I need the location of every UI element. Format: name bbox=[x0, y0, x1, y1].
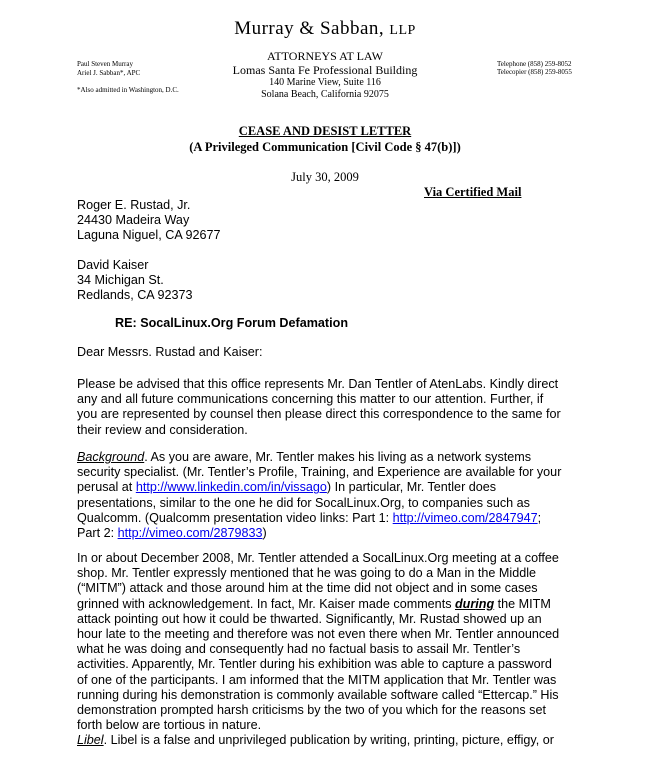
address-line: Redlands, CA 92373 bbox=[77, 288, 193, 303]
paragraph-line: you are represented by counsel then please direct this correspondence to the same for bbox=[77, 407, 561, 422]
paragraph-line: demonstration prompted harsh criticisms by the two of you which for the reasons set bbox=[77, 703, 546, 718]
background-label: Background bbox=[77, 450, 145, 464]
letter-title bbox=[0, 123, 650, 155]
attorney-name-2: Ariel J. Sabban*, APC bbox=[77, 69, 141, 77]
address-line: Roger E. Rustad, Jr. bbox=[77, 198, 191, 212]
paragraph-line: grinned with acknowledgement. In fact, Mr. Kaiser made comments during the MITM bbox=[77, 596, 551, 611]
paragraph-line: running during his demonstration is commonly available software called “Ettercap.” His bbox=[77, 687, 559, 702]
paragraph-line: their review and consideration. bbox=[77, 422, 248, 437]
address-line: 34 Michigan St. bbox=[77, 273, 164, 288]
firm-contact bbox=[497, 60, 572, 76]
paragraph-line: Libel. Libel is a false and unprivileged publication by writing, printing, picture, effigy, or bbox=[77, 733, 554, 748]
firm-name: Murray & Sabban, LLP bbox=[234, 18, 416, 39]
salutation: Dear Messrs. Rustad and Kaiser: bbox=[77, 345, 263, 359]
letter-subheading: (A Privileged Communication [Civil Code § 47(b)]) bbox=[189, 140, 461, 154]
letter-date: July 30, 2009 bbox=[291, 170, 359, 184]
firm-city: Solana Beach, California 92075 bbox=[261, 89, 389, 100]
paragraph-incident bbox=[77, 551, 577, 749]
paragraph-line: what he was doing and consequently had no factual basis to assail Mr. Tentler’s bbox=[77, 642, 521, 657]
paragraph-line: any and all future communications concerning this matter to our attention. Further, if bbox=[77, 392, 544, 407]
address-line: Laguna Niguel, CA 92677 bbox=[77, 228, 221, 243]
during-emphasis: during bbox=[454, 596, 495, 611]
attorney-name-1: Paul Steven Murray bbox=[77, 60, 133, 68]
firm-building: Lomas Santa Fe Professional Building bbox=[232, 63, 418, 77]
address-line: David Kaiser bbox=[77, 258, 149, 272]
firm-street: 140 Marine View, Suite 116 bbox=[269, 77, 381, 88]
paragraph-line: hour late to the meeting and therefore was not even there when Mr. Tentler announced bbox=[77, 627, 560, 642]
subject-line: RE: SocalLinux.Org Forum Defamation bbox=[115, 316, 349, 330]
paragraph-line: perusal at http://www.linkedin.com/in/vissago) In particular, Mr. Tentler does bbox=[77, 480, 497, 495]
paragraph-line: In or about December 2008, Mr. Tentler attended a SocalLinux.Org meeting at a coffee bbox=[77, 551, 559, 565]
paragraph-line: attack pointing out how it could be thwarted. Significantly, Mr. Rustad showed up an bbox=[77, 611, 542, 626]
paragraph-representation bbox=[77, 377, 577, 438]
recipient-address-2 bbox=[77, 258, 193, 304]
recipient-address-1 bbox=[77, 198, 221, 244]
paragraph-line: presentations, similar to the one he did for SocalLinux.Org, to companies such as bbox=[77, 495, 530, 510]
paragraph-line: (“MITM”) attack and those around him at the time did not object and in some cases bbox=[77, 581, 538, 596]
firm-telephone: Telephone (858) 259-8052 bbox=[497, 60, 572, 68]
firm-title: ATTORNEYS AT LAW bbox=[267, 49, 383, 63]
paragraph-line: shop. Mr. Tentler expressly mentioned that he was going to do a Man in the Middle bbox=[77, 566, 537, 581]
firm-telecopier: Telecopier (858) 259-8055 bbox=[497, 68, 572, 76]
letter-heading: CEASE AND DESIST LETTER bbox=[238, 124, 412, 138]
paragraph-line: Please be advised that this office represents Mr. Dan Tentler of AtenLabs. Kindly direct bbox=[77, 377, 559, 391]
paragraph-line: activities. Apparently, Mr. Tentler during his exhibition was able to capture a password bbox=[77, 657, 552, 672]
linkedin-link[interactable]: http://www.linkedin.com/in/vissago bbox=[135, 480, 327, 495]
paragraph-line: of one of the participants. I am informed that the MITM application that Mr. Tentler was bbox=[77, 672, 557, 687]
video-part2-link[interactable]: http://vimeo.com/2879833 bbox=[117, 526, 263, 541]
paragraph-line: Part 2: http://vimeo.com/2879833) bbox=[77, 526, 267, 541]
admission-note: *Also admitted in Washington, D.C. bbox=[77, 86, 179, 94]
paragraph-line: forth below are tortious in nature. bbox=[77, 718, 262, 733]
paragraph-background bbox=[77, 450, 577, 541]
paragraph-line: Qualcomm. (Qualcomm presentation video links: Part 1: http://vimeo.com/2847947; bbox=[77, 510, 542, 525]
video-part1-link[interactable]: http://vimeo.com/2847947 bbox=[392, 510, 538, 525]
delivery-method: Via Certified Mail bbox=[424, 185, 522, 199]
paragraph-line: Background. As you are aware, Mr. Tentler makes his living as a network systems bbox=[77, 450, 532, 464]
paragraph-line: security specialist. (Mr. Tentler’s Profile, Training, and Experience are available for your bbox=[77, 465, 562, 480]
libel-label: Libel bbox=[77, 733, 104, 748]
address-line: 24430 Madeira Way bbox=[77, 213, 190, 228]
